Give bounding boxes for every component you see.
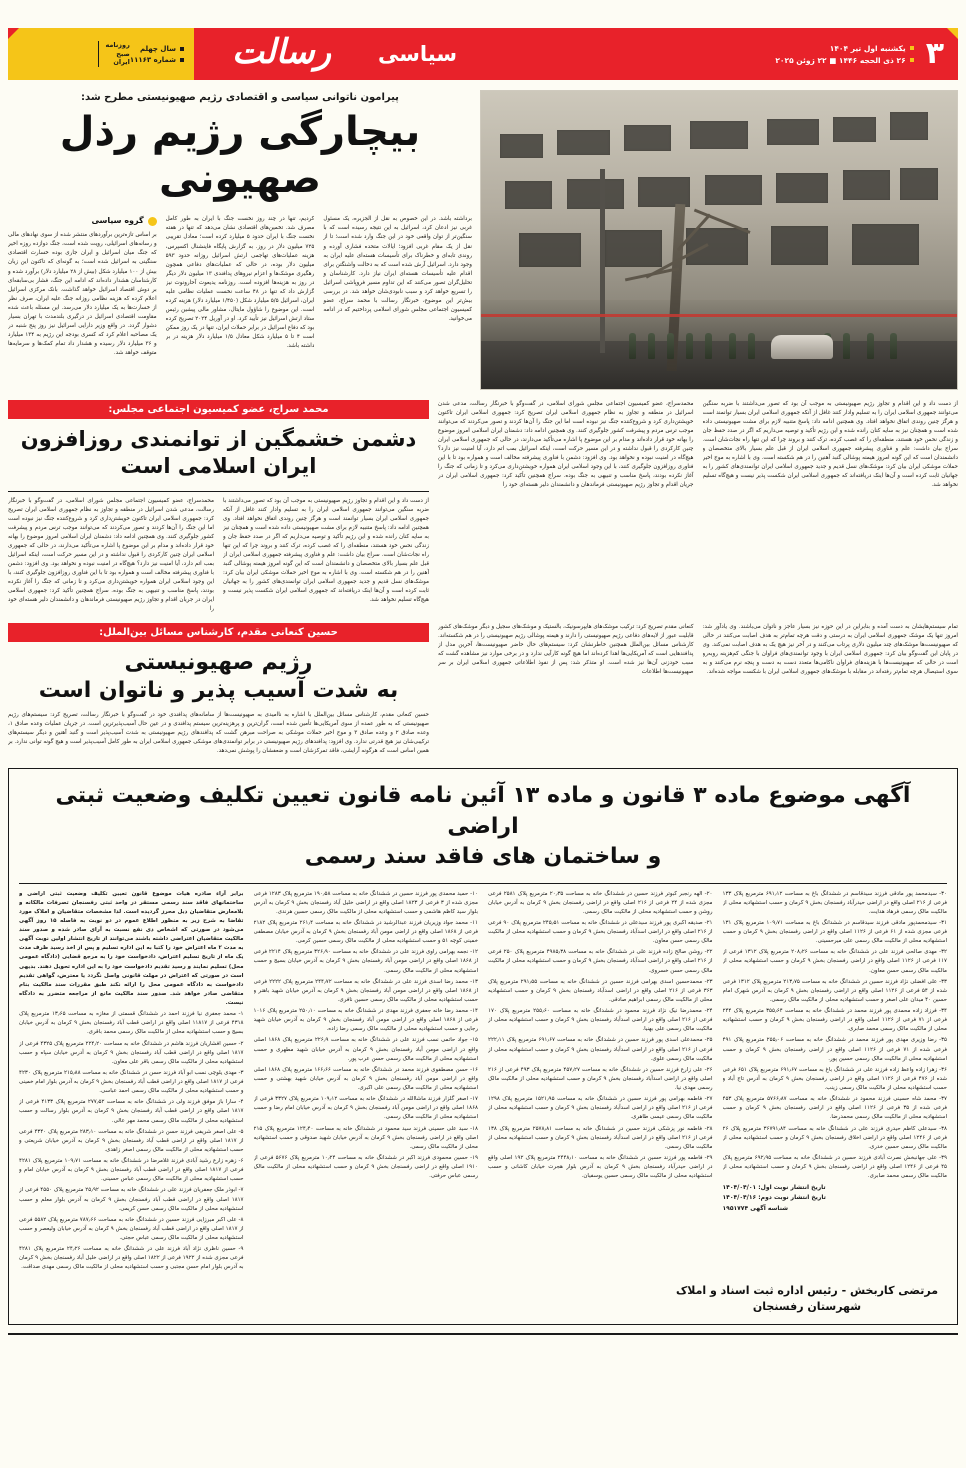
entry-row: ۱۶- حسن مصطفوی فرزند محمد در ششدانگ خانه به مساحت ۱۶۶٫۶۶ مترمربع پلاک ۱۸۶۸ اصلی واقع در اراضی مومن آباد رفسنجان بخش ۹ کرمان به آدرس خیابان شهید بهشتی و حسب استشهادیه محلی از مالکیت مالک رسمی علی اکبری. — [253, 1066, 478, 1092]
bullet-square-icon — [180, 58, 184, 62]
burned-car — [771, 335, 833, 359]
entry-row: ۱۹- حسین محمودی فرزند اکبر در ششدانگ خانه به مساحت ۱۰٫۲۴ مترمربع پلاک ۵۶۷۶ فرعی از ۱۹۱۰ اصلی واقع در اراضی رفسنجان بخش ۹ کرمان و حسب استشهادیه محلی از مالکیت مالک رسمی عباس حرفتی. — [253, 1154, 478, 1180]
subhead-interview-2-line1: رژیم صهیونیستی — [124, 650, 313, 676]
divider — [8, 491, 429, 492]
subhead-interview-1: دشمن خشمگین از توانمندی روزافزون ایران اسلامی است — [20, 427, 417, 479]
corner-accent-icon — [947, 28, 958, 39]
date-line-solar — [775, 44, 913, 53]
date-lunar-gregorian: ۲۶ ذی الحجه ۱۴۴۶ ■ ۲۲ ژوئن ۲۰۲۵ — [775, 55, 906, 65]
announcement-column-4 — [19, 890, 244, 1275]
entry-row: ۲۲- روشن صالح زاده فرزند علی در ششدانگ خانه به مساحت ۴۹۸۵٫۳۸ مترمربع پلاک ۲۵۰ فرعی از ۲۱۶ اصلی واقع در اراضی اسدآباد رفسنجان بخش ۹ کرمان و حسب استشهادیه محلی از مالکیت مالک رسمی حسن خسروی. — [488, 949, 713, 974]
publish-date-second: تاریخ انتشار نوبت دوم: ۱۴۰۴/۰۴/۱۶ — [722, 1194, 826, 1202]
entry-row: ۱۳- محمد رضا اسدی فرزند علی در ششدانگ خانه به مساحت ۲۴۴٫۷۲ مترمربع پلاک ۲۲۲۲ فرعی از ۱۸۶۸ اصلی واقع در اراضی مومن آباد رفسنجان بخش ۹ کرمان به آدرس خیابان شهید باهنر و حسب استشهادیه محلی از مالکیت مالک رسمی حسین نافری. — [253, 978, 478, 1003]
lead-columns — [8, 215, 472, 390]
masthead-right — [8, 28, 194, 80]
interview-1-col-right: محمدسراج، عضو کمیسیون اجتماعی مجلس شورای اسلامی، در گفت‌وگو با خبرنگار رسالت، مدعی شدن اسرائیل در منطقه و تجاوز به نظام جمهوری اسلامی ایران تصریح کرد: جمهوری اسلامی ایران تاکنون خویشتن‌داری کرد و شروع‌کننده جنگ نیز نبوده است اما این جنگ را آن‌ها کردند و تصور می‌کردند که می‌توانند موجب ترس مردم و پیشرفت کشور جلوگیری کنند. وی همچنین ادامه داد: دشمنان ایران اسلامی امروز موضوع را بهانه خود قرار داده‌اند و مدام بر این موضوع پا اشاره می‌تأکید می‌دارند، در حالی که جمهوری اسلامی ایران چنین کارکردی را قبول نداشته و در این مسیر حرکت است، اینکه اسرائیل بمب اتم دارد، آیا امنیت نیز دارد؟ هیچ‌گاه در امنیت نبوده و نخواهد بود. وی افزود: دشمن با فناوری پیشرفته مخالف است و همواره بود تا با این فناوری روزافزون جلوگیری کنند، با این وجود اسلامی ایران همواره خویشتن‌داری می‌کرد و تا زمانی که جنگ را آغاز نکرده بودند، پاسخ مناسب و تنبیهی به جنگ بوده. سراج همچنین تأکید کرد: جمهوری اسلامی ایران در جریان اقدام و تجاوز رژیم صهیونیستی فرماندهان و دانشمندان دلیر هسته‌ای خود را — [8, 497, 214, 613]
issue-year-line — [130, 45, 184, 53]
entry-row: ۳- مهدی یلوچی نسب ابو آباد فرزند حسن در ششدانگ خانه به مساحت ۲۱۵٫۸۸ مترمربع پلاک ۴۲۳۰ فرعی از ۱۸۱۷ اصلی واقع در اراضی قطب آباد رفسنجان بخش ۹ کرمان به آدرس بلوار امام خمینی و حسب استشهادیه محلی از مالکیت مالک رسمی احمد عباسی. — [19, 1069, 244, 1095]
entry-row: ۲۶- علی زارع فرزند حسین در ششدانگ خانه به مساحت ۴۵۷٫۲۷ مترمربع پلاک ۴۹۳ فرعی از ۲۱۶ اصلی واقع در اراضی اسدآباد رفسنجان بخش ۹ کرمان و حسب استشهادیه محلی از مالکیت مالک رسمی مهدی نیا. — [488, 1066, 713, 1092]
masthead-left — [466, 28, 958, 80]
entry-row: ۱۸- سید علی حسینی فرزند سید محمود در ششدانگ خانه به مساحت ۱۲۴٫۴۰ مترمربع پلاک ۲۱۵ اصلی واقع در اراضی رفسنجان بخش ۹ کرمان به آدرس خیابان شهید صدوقی و حسب استشهادیه محلی از مالکیت مالک رسمی. — [253, 1125, 478, 1150]
signature-inner — [667, 1283, 947, 1316]
bullet-square-icon — [910, 58, 914, 62]
announcement-column-1 — [723, 890, 948, 1275]
interview-1-col-left: از دست داد و این اقدام و تجاوز رژیم صهیونیستی به موجب آن بود که تصور می‌داشتند با ضربه سنگین می‌توانند جمهوری اسلامی ایران را به تسلیم وادار کنند غافل از آنکه جمهوری اسلامی ایران بسیار توانمند است و هرگز چنین روندی اتفاق نخواهد افتاد. وی همچنین ادامه داد: پاسخ متنبیه لازم برای مشت صهیونیستی داده شده است و همچنان نیز به سایه کنان رانده شده و این رژیم تأکید و توصیه می‌داریم که اگر در صدد حفظ جان و زندگی نحس خود هستند، منطقه‌ای را که غصب کرده، ترک کنند و بروند چرا که این تنها راه نجات‌شان است. سراج بیان داشت: علم و فناوری پیشرفته جمهوری اسلامی ایران از قبل علم بسیار بالای متخصصان و دانشمندان است که این گونه امروز هیمنه پوشالی گنبد آهنین را در هم شکسته است. وی با اشاره به موج اخیر حملات موشکی ایران بیان کرد: موشک‌های نسل قدیم و جدید جمهوری اسلامی ایران توانمندی‌های کشور را به جهانیان ثابت کرده است و آن‌ها اینک دریافته‌اند که جمهوری اسلامی ایران شکست پذیر نیست و هیچ‌گاه تسلیم نخواهد شد. — [223, 497, 429, 604]
band-two-col-mid: کنعانی مقدم تصریح کرد: ترکیب موشک‌های هایپرسونیک، بالستیک و موشک‌های سجیل و دیگر موشک‌های کشور قابلیت عبور از لایه‌های دفاعی رژیم صهیونیستی را دارند و هیمنه پوشالی رژیم صهیونیستی را در هم شکسته‌اند. کارشناس مسائل بین‌الملل همچنین خاطرنشان کرد: سیستم‌های حال حاضر صهیونیست‌ها، آخرین مدل از پدافندهایی است که آمریکایی‌ها اهدا کرده‌اند اما هیچ گونه کارآیی ندارد و در برخی موارد نیز مشاهده گشت که سبب خودزنی آن‌ها نیز شده است. او متذکر شد: پس از نفوذ اطلاعاتی جمهوری اسلامی ایران بر سر صهیونیست‌ها اطلاعات — [438, 624, 694, 676]
entry-row: ۲۹- فاطمه پور فرزند حسین در ششدانگ خانه به مساحت ۲۴۴۸٫۱۰ مترمربع پلاک ۱۹۲ اصلی واقع در اراضی حیدرآباد رفسنجان بخش ۹ کرمان به آدرس بلوار هجرت خیابان کاشانی و حسب استشهادیه محلی از مالکیت مالک رسمی حسین یوسفیان. — [488, 1154, 713, 1180]
group-tag — [8, 215, 157, 228]
signature-line-1: مرتضی کاربخش - رئیس اداره ثبت اسناد و املاک — [675, 1283, 939, 1297]
entry-row: ۳۷- محمد شاه حسینی فرزند محمود در ششدانگ خانه به مساحت ۵۷۶۶٫۸۷ مترمربع پلاک ۴۵۳ فرعی شده از ۳۵ فرعی از ۱۱۲۶ اصلی واقع در اراضی رفسنجان بخش ۹ کرمان و حسب استشهادیه محلی از مالکیت مالک رسمی محمدرضا. — [722, 1096, 947, 1121]
date-solar: یکشنبه اول تیر ۱۴۰۴ — [829, 43, 906, 53]
bullet-dot-icon — [148, 217, 157, 226]
announcement-column-2 — [488, 890, 713, 1275]
corner-accent-icon — [8, 28, 19, 39]
entry-row: ۲- حسین افشاریان فرزند هاشم در ششدانگ خانه به مساحت ۲۲۴٫۲۰ مترمربع پلاک ۴۳۲۵ فرعی از ۱۸۱۷ اصلی واقع در اراضی قطب آباد رفسنجان بخش ۹ کرمان به آدرس خیابان سپاه و حسب استشهادیه محلی از مالکیت مالک رسمی باقر علی معاون. — [19, 1040, 244, 1065]
announcement-column-3 — [254, 890, 479, 1275]
lead-column-mid: کردیم، تنها در چند روز نخست جنگ با ایران به طور کامل مصرف شد. تخمین‌های اقتصادی نشان می‌دهد که تنها در هفته نخست جنگ با ایران حدود ۵ میلیارد کرده است؛ معادل تقریبی ۷۲۵ میلیون دلار در روز. به گزارش پایگاه فاینشنال اکسپرس، هزینه عملیات‌های تهاجمی ارتش اسرائیل روزانه حدود ۵۹۳ میلیون دلار بوده، در حالی که عملیات‌های دفاعی همچون رهگیری موشک‌ها و اعزام نیروهای پدافندی ۱۳ میلیون دلار دیگر در روز به هزینه‌ها افزوده است. روزنامه یدیعوت آحارونوت نیز گزارش داد که تنها در ۴۸ ساعت نخست عملیات نظامی علیه ایران، اسرائیل ۵/۵ میلیارد شکل (۱/۴۵۰ میلیارد دلار) هزینه کرده است. این موضوع را شاؤول مایتال، مشاور مالی پیشین رئیس ستاد ارتش اسرائیل نیز تأیید کرد. او در آوریل ۲۰۲۴ تصریح کرده بود که دفاع اسرائیل در برابر حملات ایران، تنها در یک روز ممکن است ۴ تا ۵ میلیارد شکل معادل ۱/۵ میلیارد دلار هزینه در بر داشته باشد. — [165, 216, 315, 350]
entry-row: ۳۴- فرزاد زاده محمدی پور فرزند محمد در ششدانگ خانه به مساحت ۳۵۵٫۶۴ مترمربع پلاک ۲۴۴ فرعی از ۷۱ فرعی از ۱۱۲۶ اصلی واقع در اراضی رفسنجان بخش ۹ کرمان و حسب استشهادیه محلی از مالکیت مالک رسمی محمد صابری. — [722, 1008, 947, 1033]
group-tag-label: گروه سیاسی — [91, 216, 144, 226]
subhead-interview-2 — [8, 642, 429, 711]
interview-1-body — [8, 497, 429, 615]
mid-band-right — [8, 400, 429, 614]
top-story — [8, 90, 958, 390]
announcement-intro: برابر آراء صادره هیات موضوع قانون تعیین تکلیف وضعیت ثبتی اراضی و ساختمانهای فاقد سند رسمی مستقر در واحد ثبتی رفسنجان تصرفات مالکانه و بلامعارض متقاضیان ذیل محرز گردیده است. لذا مشخصات متقاضیان و املاک مورد تقاضا به شرح زیر به منظور اطلاع عموم در دو نوبت به فاصله ۱۵ روز آگهی می‌شود در صورتی که اشخاص ذی نفع نسبت به آرای صادر شده و صدور سند مالکیت متقاضیان اعتراضی داشته باشند می‌توانند از تاریخ انتشار اولین نوبت آگهی به مدت ۲ ماه اعتراض خود را کتبا به این اداره تسلیم و پس از اخذ رسید ظرف مدت یک ماه از تاریخ تسلیم اعتراض، دادخواست خود را به مرجع قضایی (دادگاه عمومی محل) تسلیم نمایند و رسید تقدیم دادخواست خود را به این اداره تحویل دهند. بدیهی است در صورتی که اعتراض در مهلت قانونی واصل نگردد یا معترض، گواهی تقدیم دادخواست به دادگاه عمومی محل را ارائه نکند طبق مقررات سند مالکیت بنام متقاضی صادر خواهد شد. صدور سند مالکیت مانع از مراجعه متضرر به دادگاه نیست. — [19, 890, 244, 1007]
masthead — [8, 28, 958, 80]
subhead-interview-2-line2: به شدت آسیب پذیر و ناتوان است — [38, 677, 399, 703]
announcement-title-line1: آگهی موضوع ماده ۳ قانون و ماده ۱۳ آئین نامه قانون تعیین تکلیف وضعیت ثبتی اراضی — [55, 783, 911, 839]
destroyed-building — [481, 91, 957, 306]
photo-wrap — [480, 90, 958, 390]
brand-line-1: روزنامه — [105, 40, 130, 49]
bottom-rule — [8, 1333, 958, 1335]
mid-column-right: محمدسراج، عضو کمیسیون اجتماعی مجلس شورای اسلامی، در گفت‌وگو با خبرنگار رسالت، مدعی شدن اسرائیل در منطقه و تجاوز به نظام جمهوری اسلامی ایران تصریح کرد: جمهوری اسلامی ایران تاکنون خویشتن‌داری کرد و شروع‌کننده جنگ نیز نبوده است اما این جنگ را آن‌ها کردند و تصور می‌کردند که می‌توانند موجب ترس مردم و پیشرفت کشور جلوگیری کنند. وی همچنین ادامه داد: دشمنان ایران اسلامی امروز موضوع را بهانه خود قرار داده‌اند و مدام بر این موضوع پا اشاره می‌تأکید می‌دارند، در حالی که جمهوری اسلامی ایران چنین کارکردی را قبول نداشته و در این مسیر حرکت است، اینکه اسرائیل بمب اتم دارد، آیا امنیت نیز دارد؟ هیچ‌گاه در امنیت نبوده و نخواهد بود. وی افزود: دشمن با فناوری پیشرفته مخالف است و همواره بود تا با این فناوری روزافزون جلوگیری کنند، با این وجود اسلامی ایران همواره خویشتن‌داری می‌کرد و تا زمانی که جنگ را آغاز نکرده بودند، پاسخ مناسب و تنبیهی به جنگ بوده. سراج همچنین تأکید کرد: جمهوری اسلامی ایران در جریان اقدام و تجاوز رژیم صهیونیستی فرماندهان و دانشمندان دلیر هسته‌ای خود را — [438, 401, 694, 489]
interview-2-intro-wrap — [8, 711, 429, 756]
entry-row: ۳۹- علی جهانبخش نصرت آبادی فرزند حسین در ششدانگ خانه به مساحت ۶۹۲٫۹۵ مترمربع پلاک ۴۵ فرعی از ۱۲۴۶ اصلی واقع در اراضی رفسنجان بخش ۹ کرمان و حسب استشهادیه محلی از مالکیت مالک رسمی محمد صابری. — [722, 1154, 947, 1180]
entry-row: ۳۲- مهدی صالحی فرزند علی در ششدانگ خانه به مساحت ۲۰۸٫۲۶ مترمربع پلاک ۱۳۱۲ فرعی از ۱۱۷ فرعی از ۱۱۲۶ اصلی واقع در اراضی رفسنجان بخش ۹ کرمان و حسب استشهادیه محلی از مالکیت مالک رسمی حسن معاون. — [722, 949, 947, 974]
announcement-title — [19, 779, 947, 882]
entry-row: ۳۱- سیدمحمدپور مادقی فرزند سیدقاسم در ششدانگ باغ به مساحت ۱۰۹٫۷۱ مترمربع پلاک ۱۳۱ فرعی مجزی شده از ۶۱ فرعی از ۱۱۲۶ اصلی واقع در اراضی رفسنجان بخش ۹ کرمان و حسب استشهادیه محلی از مالکیت مالک رسمی علی میرحسینی. — [722, 919, 947, 945]
entry-row: ۲۵- محمدعلی اسدی پور فرزند حسین در ششدانگ خانه به مساحت ۶۹۱٫۶۷ مترمربع پلاک ۲۲۲٫۱۱ فرعی از ۲۱۶ اصلی واقع در اراضی اسدآباد رفسنجان بخش ۹ کرمان و حسب استشهادیه محلی از مالکیت مالک رسمی علوی. — [488, 1037, 713, 1062]
light-pole — [600, 169, 605, 354]
announcement-id: شناسه آگهی ۱۹۵۱۷۷۴ — [722, 1204, 789, 1212]
mid-band — [8, 400, 958, 614]
publish-date-first: تاریخ انتشار نوبت اول: ۱۴۰۴/۰۴/۰۱ — [722, 1184, 826, 1192]
cordon-tape — [481, 314, 957, 317]
top-story-text — [8, 90, 472, 390]
entry-row: ۲۰- الهه رنجبر کبوتر فرزند حسین در ششدانگ خانه به مساحت ۲۰٫۳۵ مترمربع پلاک ۲۵۸۱ فرعی مجزی شده از ۲۴ فرعی از ۲۱۶ اصلی واقع در اراضی رفسنجان بخش ۹ کرمان به آدرس خیابان روشن و حسب استشهادیه محلی از مالکیت مالک رسمی. — [488, 890, 713, 915]
entry-row: ۱۵- جواد حاتمی نسب فرزند علی در ششدانگ خانه به مساحت ۲۲۶٫۹ مترمربع پلاک ۱۸۶۸ اصلی واقع در اراضی مومن آباد رفسنجان بخش ۹ کرمان به آدرس خیابان شهید مطهری و حسب استشهادیه محلی از مالکیت مالک رسمی حسن عرب پور. — [253, 1037, 478, 1062]
publish-dates — [723, 1183, 948, 1214]
headline: بیچارگی رژیم رذل صهیونی — [59, 109, 421, 203]
entry-row: ۳۰- سیدمحمد پور مادقی فرزند سیدقاسم در ششدانگ باغ به مساحت ۶۹۱٫۱۲ مترمربع پلاک ۱۳۳ فرعی از ۲۱۶ اصلی واقع در اراضی حیدرآباد رفسنجان بخش ۹ کرمان و حسب استشهادیه محلی از مالکیت مالک رسمی فرهاد هدایت. — [722, 890, 947, 915]
legal-announcement — [8, 768, 958, 1324]
entry-row: ۱۰- حمید محمدی پور فرزند حسین در ششدانگ خانه به مساحت ۱۹۰٫۵۸ مترمربع پلاک ۱۲۸۳ فرعی مجزی شده از ۳ فرعی از ۱۸۲۳ اصلی واقع در اراضی خلیل آباد رفسنجان بخش ۹ کرمان به آدرس بلوار سید کاظم هاشمی و حسب استشهادیه محلی از مالکیت مالک رسمی حسین هرندی. — [253, 890, 478, 915]
band-two-right — [8, 623, 429, 756]
news-photo — [480, 90, 958, 390]
announcement-columns — [19, 883, 947, 1275]
entry-row: ۲۴- محمدرضا نیک نژاد فرزند محمود در ششدانگ خانه به مساحت ۲۵۵٫۶۰ مترمربع پلاک ۱۷۰ فرعی از ۲۱۶ اصلی واقع در اراضی اسدآباد رفسنجان بخش ۹ کرمان و حسب استشهادیه محلی از مالکیت مالک رسمی علی بهنیا. — [488, 1008, 713, 1033]
brand-line-3: ایران — [113, 58, 130, 67]
announcement-title-line2: و ساختمان های فاقد سند رسمی — [304, 844, 662, 870]
entry-row: ۷- ابوذر ملک جعفریان فرزند علی در ششدانگ خانه به مساحت ۲۵٫۹۲ مترمربع پلاک ۴۵۵۰ فرعی از ۱۸۱۷ اصلی واقع در اراضی قطب آباد رفسنجان بخش ۹ کرمان به آدرس بلوار معلم و حسب استشهادیه محلی از مالکیت مالک رسمی حسن کریمی. — [19, 1187, 244, 1212]
red-bar-interview-2: حسین کنعانی مقدم، کارشناس مسائل بین‌الملل: — [8, 623, 429, 642]
entry-row: ۸- علی اکبر میرزایی فرزند حسین در ششدانگ خانه به مساحت ۷۸۷٫۶۶ مترمربع پلاک ۵۵۸۲ فرعی از ۱۸۱۷ اصلی واقع در اراضی قطب آباد رفسنجان بخش ۹ کرمان به آدرس خیابان ولیعصر و حسب استشهادیه محلی از مالکیت مالک رسمی عباس حجتی. — [19, 1216, 244, 1242]
band-two-col-left: تمام سیستم‌هایشان به دست آمده و بنابراین در این حوزه نیز بسیار عاجز و ناتوان می‌باشند. وی یادآور شد: امروز تنها یک موشک جمهوری اسلامی ایران به درستی و دقت هرچه تمام‌تر به هدف اصابت می‌کنند در حالی که صهیونیست‌ها موشک‌های چند میلیون دلاری پرتاب می‌کنند و در آخر نیز هیچ یک به هدف اصابت نمی‌کند. وی در پایان این گفت‌وگو بیان کرد: جمهوری اسلامی ایران با وجود توانمندی‌های فراوان با جنگی کم‌هزینه روبه‌رو است در حالی که صهیونیست‌ها با هزینه‌های فراوان ناکامی‌ها متعدد دست به دست و پنجه نرم می‌کنند و به سوی استیصال هرچه تمام‌تر رفته‌اند در مقابله با موشک‌های جمهوری اسلامی ایران با شکست مواجه شده‌اند. — [702, 624, 958, 676]
issue-year: سال چهلم — [139, 44, 176, 53]
lead-text-right: بر اساس تازه‌ترین برآوردهای منتشر شده از سوی نهادهای مالی و رسانه‌های اسرائیلی، رویت شده است، جنگ دوازده روزه اخیر که جنگ میان اسرائیل و ایران جاری بوده خسارت اقتصادی سنگینی به اسرائیل شده است؛ به گونه‌ای که تاکنون این زیان بیش از ۱۰۰ میلیارد شکل (بیش از ۲۸ میلیارد دلار) برآورد شده و کارشناسان هشدار داده‌اند که ادامه این جنگ، فشار بی‌سابقه‌ای بر دوش اقتصاد اسرائیل خواهد گذاشت. بانک مرکزی اسرائیل اعلام کرده که هزینه نظامی روزانه جنگ علیه ایران، صرف نظر از خسارت‌ها به یک میلیارد دلار می‌رسد. این مسئله باعث شده مقاومت اقتصادی اسرائیل در درگیری بلندمدت با تهران بسیار دشوار گردد. در واقع وزیر دارایی اسرائیل نیز روز پنج شنبه در یک مصاحبه اعلام کرد که کسری بودجه این رژیم به ۱۳۴ میلیارد و ۳۶ میلیارد دلار رسیده و هشدار داد تمام کمک‌ها و سرمایه‌ها متوقف خواهد شد. — [7, 232, 157, 356]
bullet-square-icon — [910, 46, 914, 50]
mid-band-left — [438, 400, 958, 614]
entry-row: ۲۱- صدیقه اکبری پور فرزند سیدعلی در ششدانگ خانه به مساحت ۲۴۵٫۵۱ مترمربع پلاک ۹۰ فرعی از ۲۱۶ اصلی واقع در اراضی اسدآباد رفسنجان بخش ۹ کرمان و حسب استشهادیه محلی از مالکیت مالک رسمی حسن معاون. — [488, 919, 713, 945]
entry-row: ۱۱- محمد جواد وزیریان فرزند عبدالرشید در ششدانگ خانه به مساحت ۲۶۱٫۴ مترمربع پلاک ۲۱۸۲ فرعی از ۱۸۶۸ اصلی واقع در اراضی مومن آباد رفسنجان بخش ۹ کرمان به آدرس خیابان مصطفی خمینی کوچه ۵۱ و حسب استشهادیه محلی از مالکیت مالک رسمی حسین کرمی. — [253, 919, 478, 945]
entry-row: ۲۷- فاطمه بهرامی پور فرزند حسین در ششدانگ خانه به مساحت ۱۵۲۱٫۹۵ مترمربع پلاک ۱۲۹۸ فرعی از ۲۱۶ اصلی واقع در اراضی اسدآباد رفسنجان بخش ۹ کرمان و حسب استشهادیه محلی از مالکیت مالک رسمی عیسی طاهری. — [488, 1096, 713, 1121]
entry-row: ۳۵- رضا وزیری مهدی پور فرزند محمد در ششدانگ خانه به مساحت ۲۵۵٫۰۶ مترمربع پلاک ۴۹۱ فرعی شده از ۷۱ فرعی از ۱۱۲۶ اصلی واقع در اراضی رفسنجان بخش ۹ کرمان و حسب استشهادیه محلی از مالکیت مالک رسمی حسین پور. — [722, 1037, 947, 1062]
entry-row: ۱۷- اصغر گلزار فرزند ماشاالله در ششدانگ خانه به مساحت ۱۰۹٫۱۲ مترمربع پلاک ۳۳۲۷ فرعی از ۱۸۶۸ اصلی واقع در اراضی مومن آباد رفسنجان بخش ۹ کرمان به آدرس خیابان امام رضا و حسب استشهادیه محلی از مالکیت مالک رسمی. — [253, 1096, 478, 1121]
entry-row: ۲۳- محمدحسین اسدی بهرامی فرزند حسین در ششدانگ خانه به مساحت ۲۹۱٫۵۵ مترمربع پلاک ۳۶۳ فرعی از ۲۱۶ اصلی واقع در اراضی اسدآباد رفسنجان بخش ۹ کرمان و حسب استشهادیه محلی از مالکیت مالک رسمی ابراهیم صادقی. — [488, 978, 713, 1003]
kicker: پیرامون ناتوانی سیاسی و اقتصادی رژیم صهیونیستی مطرح شد: — [81, 92, 399, 103]
issue-info — [130, 45, 184, 64]
newspaper-page — [0, 28, 966, 1468]
entry-row: ۳۸- سیدعلی کاظم حیدری فرزند علی در ششدانگ خانه به مساحت ۳۶۷۹۱٫۸۴ مترمربع پلاک ۲۶ فرعی از ۱۲۴۶ اصلی واقع در اراضی اخلاق رفسنجان بخش ۹ کرمان و حسب استشهادیه محلی از مالکیت مالک رسمی حسین خدری. — [722, 1125, 947, 1150]
entry-row: ۱۴- محمد رضا خانه جعفری فرزند مهدی در ششدانگ خانه به مساحت ۲۵۰٫۱۰ مترمربع پلاک ۱۰۱۶ فرعی از ۱۸۶۸ اصلی واقع در اراضی مومن آباد رفسنجان بخش ۹ کرمان به آدرس خیابان شهید رجایی و حسب استشهادیه محلی از مالکیت مالک رسمی رضا زاده. — [253, 1008, 478, 1033]
entry-row: ۴- سارا باز موفق فرزند ولی در ششدانگ خانه به مساحت ۲۷۷٫۵۲ مترمربع پلاک ۴۱۳۳ فرعی از ۱۸۱۷ اصلی واقع در اراضی قطب آباد رفسنجان بخش ۹ کرمان به آدرس بلوار رسالت و حسب استشهادیه محلی از مالکیت مالک رسمی محمد مهر عالی. — [19, 1099, 244, 1124]
entry-row: ۱- محمد جعفری نیا فرزند احمد در ششدانگ قسمتی از مغازه به مساحت ۱۳٫۶۵ مترمربع پلاک ۴۳۱۸ فرعی از ۱۱۸۱۷ اصلی واقع در اراضی قطب آباد رفسنجان بخش ۹ کرمان به آدرس خیابان بسیج و حسب استشهادیه محلی از مالکیت مالک رسمی محمد باقری. — [19, 1011, 244, 1036]
entry-row: ۶- زهره زارع رشید آبادی فرزند غلامرضا در ششدانگ خانه به مساحت ۱۰۹٫۷۱ مترمربع پلاک ۴۲۸۱ فرعی از ۱۸۱۷ اصلی واقع در اراضی قطب آباد رفسنجان بخش ۹ کرمان به آدرس خیابان امام و حسب استشهادیه محلی از مالکیت مالک رسمی عباس حسینی. — [19, 1158, 244, 1183]
signature-block — [19, 1283, 947, 1316]
bullet-square-icon — [180, 47, 184, 51]
date-line-lunar — [775, 56, 913, 65]
brand-line-2: صبح — [116, 49, 130, 58]
page-number: ۳ — [925, 36, 944, 71]
entry-row: ۹- حسین ناظری نژاد آباد فرزند علی در ششدانگ خانه به مساحت ۲۴٫۲۶ مترمربع پلاک ۴۲۸۱ فرعی مجزی شده از ۱۹۲۲ فرعی از ۱۸۲۲ اصلی واقع در اراضی خلیل آباد رفسنجان بخش ۹ کرمان به آدرس بلوار امام حسن مجتبی و حسب استشهادیه محلی از مالکیت مالک رسمی مهدی صداقت. — [19, 1246, 244, 1271]
entry-row: ۱۲- نجمه بهرامی راوی فرزند علی در ششدانگ خانه به مساحت ۳۲۶٫۹۰ مترمربع پلاک ۲۲۱۴ فرعی از ۱۸۶۸ اصلی واقع در اراضی مومن آباد رفسنجان بخش ۹ کرمان به آدرس خیابان بسیج و حسب استشهادیه محلی از مالکیت مالک رسمی. — [253, 949, 478, 974]
lead-column-right — [8, 215, 157, 390]
ground — [481, 341, 957, 389]
entry-row: ۳۶- زهرا زاده واعظ زاده فرزند علی در ششدانگ باغ به مساحت ۶۹۱٫۶۷ مترمربع پلاک ۶۵۱ فرعی شده از ۴۷۶ فرعی از ۱۱۲۶ اصلی واقع در اراضی رفسنجان بخش ۹ کرمان به آدرس تاج آباد و حسب استشهادیه محلی از مالکیت مالک رسمی زینب. — [722, 1066, 947, 1092]
lead-column-left: برداشته باشد. در این خصوص به نقل از الجزیره، یک مسئول غربی نیز ادعان کرد، اسرائیل به این نتیجه رسیده است که با سنگین‌تر از توان واقعی خود در این جنگ وارد شده است؛ تا از نقل از یک مقام غربی افزود؛ ایالات متحده فشاری آورده و روندی تابه‌ای و خطرناک برای تأسیسات هسته‌ای علیه ایران به وجود دارد. اسرائیل آرش شده است که به دخالت واشنگتن برای اقدام علیه تأسیسات هسته‌ای ایران نیاز دارد. کارشناسان و تحلیل‌گران تصور می‌کنند که این تداوم مسیر فروپاشی اسرائیل را تسریع خواهد کرد و سبب نابودی‌شان خواهد شد. در بررسی بیش‌تر این موضوع، خبرنگار رسالت با محمد سراج، عضو کمیسیون اجتماعی مجلس شورای اسلامی پرداختیم که در ادامه می‌خوانید. — [323, 216, 472, 322]
mid-column-left: از دست داد و این اقدام و تجاوز رژیم صهیونیستی به موجب آن بود که تصور می‌داشتند با ضربه سنگین می‌توانند جمهوری اسلامی ایران را به تسلیم وادار کنند غافل از آنکه جمهوری اسلامی ایران بسیار توانمند است و هرگز چنین روندی اتفاق نخواهد افتاد. وی همچنین ادامه داد: پاسخ متنبیه لازم برای مشت صهیونیستی داده شده است و همچنان نیز به سایه کنان رانده شده و این رژیم تأکید و توصیه می‌داریم که اگر در صدد حفظ جان و زندگی نحس خود هستند، منطقه‌ای را که غصب کرده، ترک کنند و بروند چرا که این تنها راه نجات‌شان است. سراج بیان داشت: علم و فناوری پیشرفته جمهوری اسلامی ایران از قبل علم بسیار بالای متخصصان و دانشمندان است که این گونه امروز هیمنه پوشالی گنبد آهنین را در هم شکسته است. وی با اشاره به موج اخیر حملات موشکی ایران بیان کرد: موشک‌های نسل قدیم و جدید جمهوری اسلامی ایران توانمندی‌های کشور را به جهانیان ثابت کرده است و آن‌ها اینک دریافته‌اند که جمهوری اسلامی ایران شکست پذیر نیست و هیچ‌گاه تسلیم نخواهد شد. — [702, 401, 958, 489]
band-two — [8, 623, 958, 756]
issue-number-line — [130, 56, 184, 64]
brand-stack — [98, 41, 129, 67]
entry-row: ۳۳- علی افضلی نژاد فرزند حسین در ششدانگ خانه به مساحت ۲۱۳٫۷۵ مترمربع پلاک ۱۳۱۲ فرعی شده از ۵۴ فرعی از ۱۱۲۶ اصلی واقع در اراضی رفسنجان بخش ۹ کرمان به آدرس شهرک امام حسین ۴۰ میدان علی اصغر و حسب استشهادیه محلی از مالکیت مالک رسمی. — [722, 978, 947, 1003]
red-bar-interview-1: محمد سراج، عضو کمیسیون اجتماعی مجلس: — [8, 400, 429, 419]
date-block — [775, 44, 917, 65]
newspaper-logo: رسالت — [194, 28, 369, 80]
issue-number: شماره ۱۱۱۶۳ — [129, 55, 176, 64]
entry-row: ۲۸- فاطمه نور پزشکی فرزند حسین در ششدانگ خانه به مساحت ۲۵۷۸٫۸۱ مترمربع پلاک ۱۳۸ فرعی از ۲۱۶ اصلی واقع در اراضی اسدآباد رفسنجان بخش ۹ کرمان و حسب استشهادیه محلی از مالکیت مالک رسمی. — [488, 1125, 713, 1150]
interview-2-intro: حسین کنعانی مقدم، کارشناس مسائل بین‌الملل با اشاره به ناامیدی به صهیونیست‌ها از سامانه‌های پدافندی خود در گفت‌وگو با خبرنگار رسالت، تصریح کرد: سیستم‌های رژیم صهیونیستی که به طور عمده از سوی آمریکایی‌ها تأمین شده است، گران‌ترین و پرهزینه‌ترین سیستم پدافندی و در عین حال آسیب‌پذیرترین است. در جریان عملیات وعده صادق ۱، وعده صادق ۲ و وعده صادق ۳ و موج اخیر حملات موشکی به صراحت مبرهن گشت که پدافندهای رژیم صهیونیستی به شدت آسیب‌پذیر است و گنبد آهنین و دیگر سیستم‌های ترکیبی‌شان نیز هیچ قدرتی ندارد. وی افزود: پدافندهای رژیم صهیونیستی در برابر توانمندی‌های موشکی جمهوری اسلامی ایران به طور کامل آسیب‌پذیر است و هیچ گونه توانی ندارد. بر همین اساس است که هرگونه آرایشی، فاقد تمرکزشان است و ضعفشان را پوشش نمی‌دهد. — [8, 712, 429, 755]
signature-line-2: شهرستان رفسنجان — [752, 1300, 862, 1314]
entry-row: ۵- علی اصغر شریفی فرزند حسن در ششدانگ خانه به مساحت ۲۸۳٫۱۰ مترمربع پلاک ۴۳۴۰ فرعی از ۱۸۱۷ اصلی واقع در اراضی قطب آباد رفسنجان بخش ۹ کرمان به آدرس خیابان شریعتی و حسب استشهادیه محلی از مالکیت مالک رسمی اصغر زاهدی. — [19, 1128, 244, 1153]
section-title: سیاسی — [369, 28, 466, 80]
band-two-left — [438, 623, 958, 756]
